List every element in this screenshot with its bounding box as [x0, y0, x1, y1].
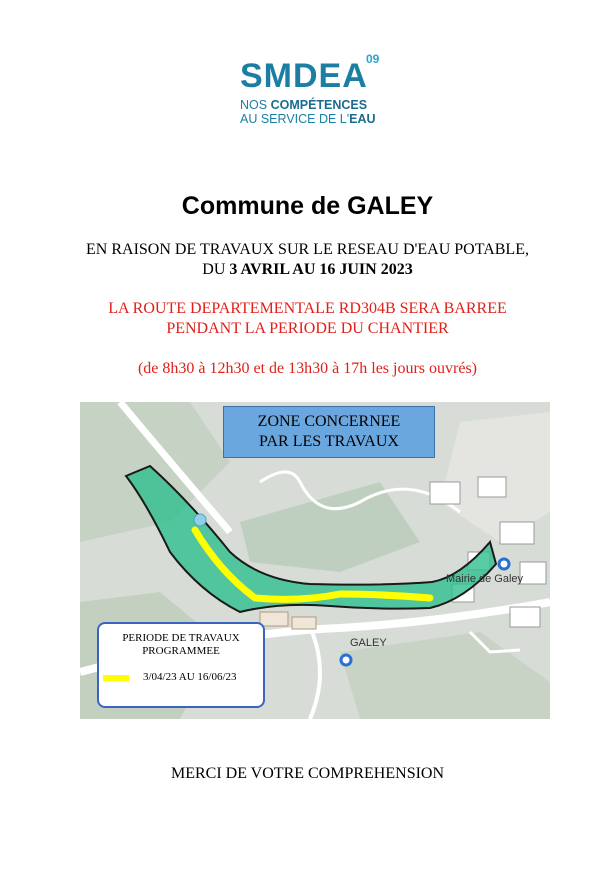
legend-title: PERIODE DE TRAVAUX PROGRAMMEE	[122, 632, 240, 657]
road-closure-line-1: LA ROUTE DEPARTEMENTALE RD304B SERA BARREE	[108, 300, 507, 317]
legend-dates: 3/04/23 AU 16/06/23	[143, 671, 237, 683]
smdea-logo	[236, 52, 386, 132]
zone-label-line-2: PAR LES TRAVAUX	[259, 433, 399, 450]
logo-tagline-2: AU SERVICE DE L'EAU	[240, 112, 376, 126]
zone-label-box	[223, 406, 435, 458]
logo-brand: SMDEA	[240, 57, 368, 95]
road-closure-line-2: PENDANT LA PERIODE DU CHANTIER	[166, 320, 449, 337]
footer-thanks: MERCI DE VOTRE COMPREHENSION	[170, 765, 445, 782]
working-hours: (de 8h30 à 12h30 et de 13h30 à 17h les jours ouvrés)	[137, 360, 478, 377]
logo-tagline-1: NOS COMPÉTENCES	[240, 98, 368, 112]
map-label-galey: GALEY	[350, 637, 387, 649]
notice-line-1: EN RAISON DE TRAVAUX SUR LE RESEAU D'EAU POTABLE,	[86, 241, 529, 258]
notice-line-2: DU 3 AVRIL AU 16 JUIN 2023	[202, 261, 413, 278]
legend-yellow-swatch	[103, 675, 129, 681]
logo-badge: 09	[366, 52, 380, 66]
zone-label-line-1: ZONE CONCERNEE	[257, 413, 401, 430]
page-title: Commune de GALEY	[181, 192, 434, 220]
map-legend	[97, 622, 265, 708]
map-label-mairie: Mairie de Galey	[446, 573, 524, 585]
